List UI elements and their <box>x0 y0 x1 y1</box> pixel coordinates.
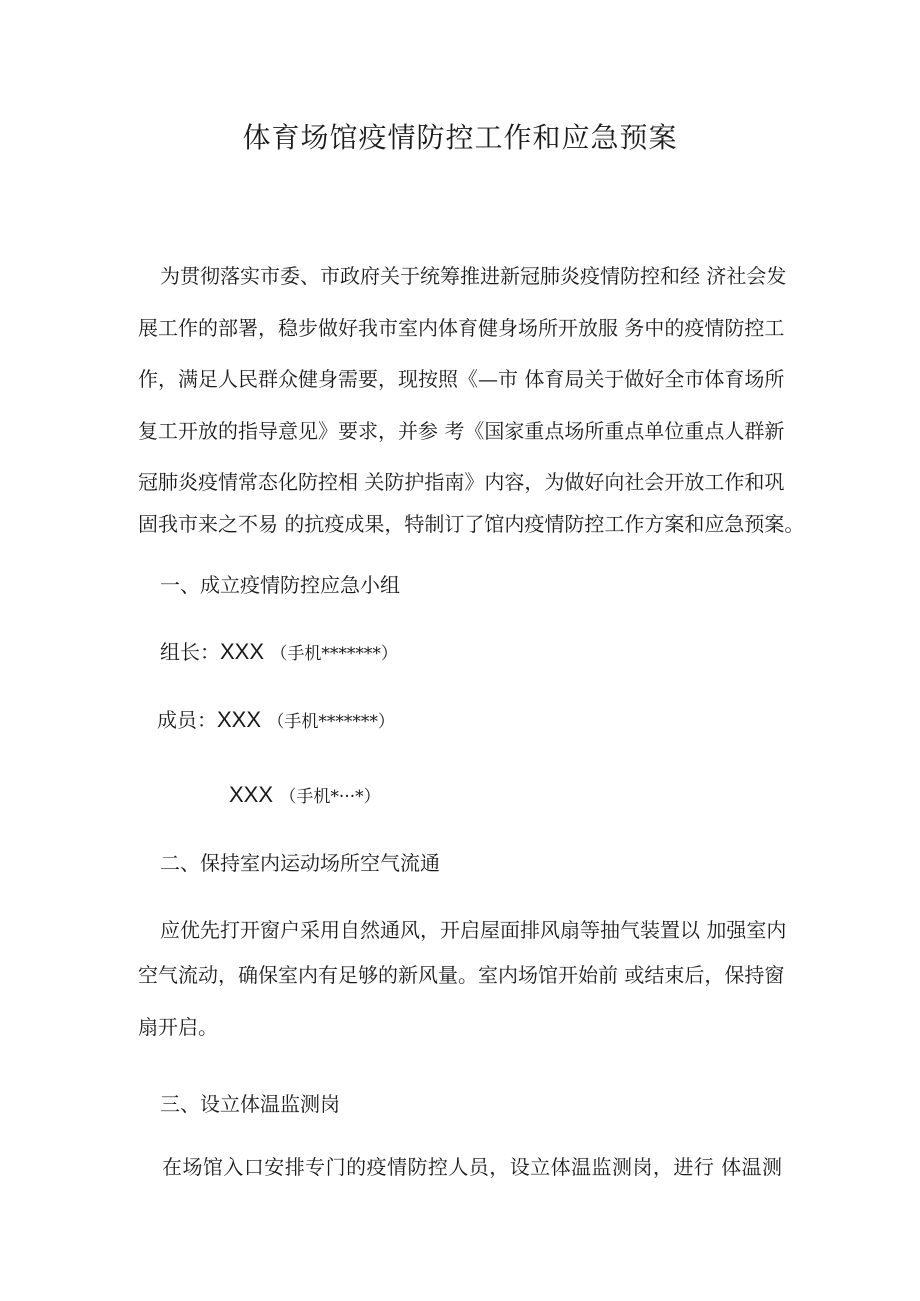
section2-line-2: 空气流动，确保室内有足够的新风量。室内场馆开始前 或结束后，保持窗 <box>138 963 785 987</box>
document-title: 体育场馆疫情防控工作和应急预案 <box>242 121 678 154</box>
intro-line-3: 作，满足人民群众健身需要，现按照《—市 体育局关于做好全市体育场所 <box>138 367 785 391</box>
section1-heading: 一、成立疫情防控应急小组 <box>160 573 400 597</box>
member1-phone: （手机*******） <box>267 712 395 732</box>
member2-name: XXX <box>229 782 274 807</box>
member2-phone: （手机*···*） <box>279 787 381 807</box>
section2-line-1: 应优先打开窗户采用自然通风，开启屋面排风扇等抽气装置以 加强室内 <box>160 918 787 942</box>
section3-heading: 三、设立体温监测岗 <box>160 1092 340 1116</box>
member2-row <box>229 780 381 812</box>
member1-name: XXX <box>217 707 262 732</box>
section2-line-3: 扇开启。 <box>138 1015 218 1039</box>
leader-phone: （手机*******） <box>270 644 398 664</box>
leader-label: 组长： <box>160 640 220 664</box>
leader-name: XXX <box>220 639 265 664</box>
section2-heading: 二、保持室内运动场所空气流通 <box>160 851 440 875</box>
intro-line-5: 冠肺炎疫情常态化防控相 关防护指南》内容，为做好向社会开放工作和巩 <box>138 470 785 494</box>
intro-line-4: 复工开放的指导意见》要求，并参 考《国家重点场所重点单位重点人群新 <box>138 419 785 443</box>
section3-line-1: 在场馆入口安排专门的疫情防控人员，设立体温监测岗，进行 体温测 <box>162 1155 782 1179</box>
intro-line-2: 展工作的部署，稳步做好我市室内体育健身场所开放服 务中的疫情防控工 <box>138 316 785 340</box>
member-label: 成员： <box>157 708 217 732</box>
intro-line-6: 固我市来之不易 的抗疫成果，特制订了馆内疫情防控工作方案和应急预案。 <box>138 512 805 536</box>
member1-row <box>157 705 395 737</box>
intro-line-1: 为贯彻落实市委、市政府关于统筹推进新冠肺炎疫情防控和经 济社会发 <box>160 264 787 288</box>
leader-row <box>160 637 398 669</box>
